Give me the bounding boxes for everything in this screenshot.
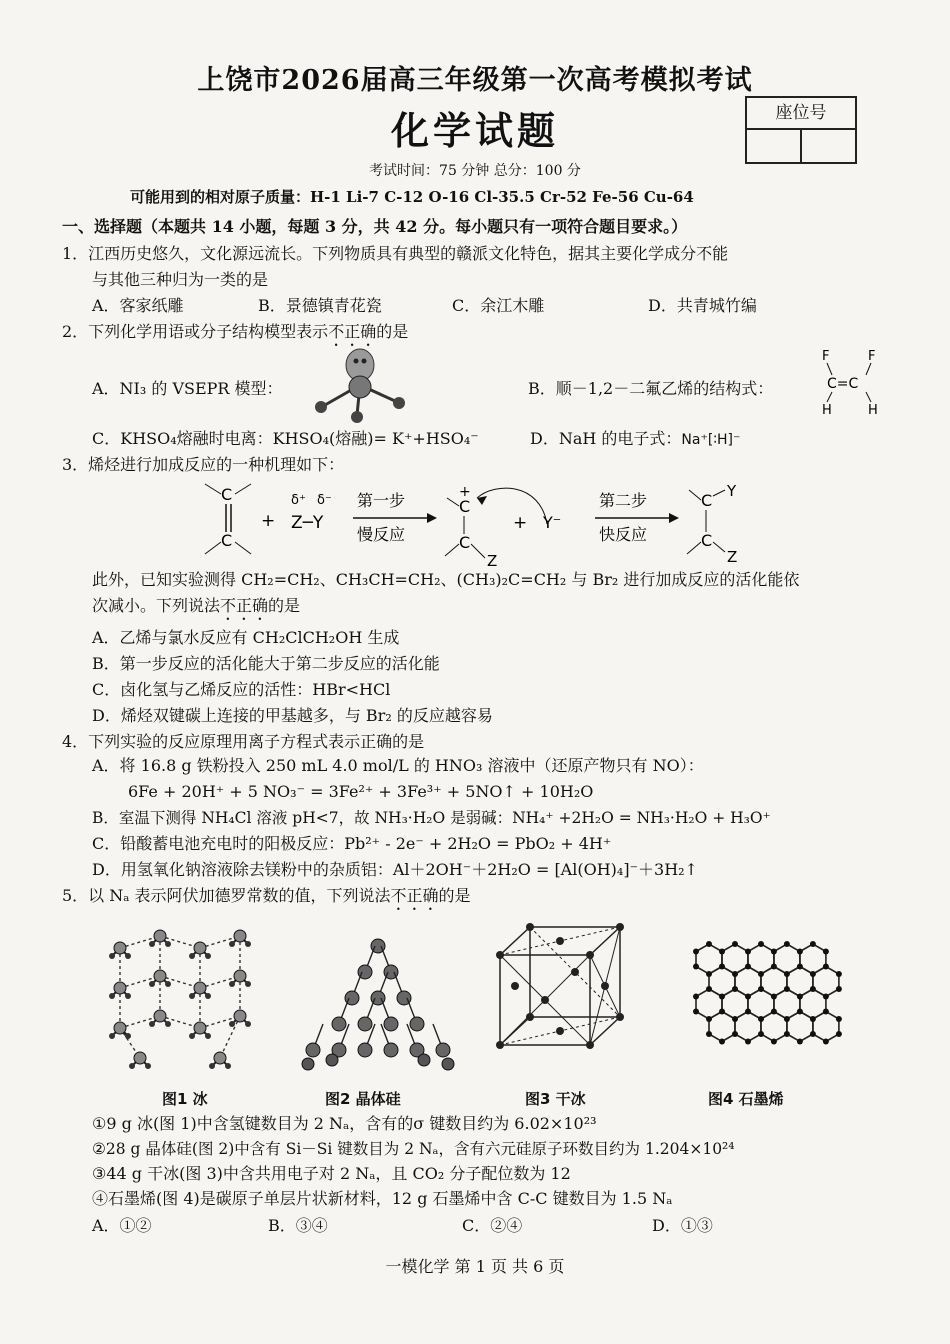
q3-extra-emph: 不正确 [220, 596, 269, 615]
oxygen-atom [194, 942, 206, 954]
q2-stem-emph: 不正确 [328, 322, 377, 341]
carbon-atom [771, 1009, 777, 1015]
hydrogen-atom [245, 981, 251, 987]
oxygen-atom [114, 1022, 126, 1034]
q2-stem [62, 320, 408, 350]
q2-option-a: A．NI₃ 的 VSEPR 模型： [92, 379, 283, 398]
q5-stem-post: 的是 [438, 886, 471, 905]
oxygen-atom [194, 982, 206, 994]
q4-option-c: C．铅酸蓄电池充电时的阳极反应：Pb²⁺ - 2e⁻ + 2H₂O = PbO₂ + 4H⁺ [92, 834, 612, 853]
carbon-atom [719, 964, 725, 970]
carbon-atom [758, 941, 764, 947]
carbon-atom [823, 994, 829, 1000]
hexagon-ring [735, 1012, 761, 1042]
carbon-atom [745, 994, 751, 1000]
q2-option-d-label: D．NaH 的电子式： [530, 429, 682, 448]
hydrogen-atom [125, 1033, 131, 1039]
si-atom [384, 1043, 398, 1057]
carbon-atom [693, 994, 699, 1000]
carbon-atom [745, 949, 751, 955]
hexagon-ring [709, 1012, 735, 1042]
q3-extra-line1: 此外，已知实验测得 CH₂=CH₂、CH₃CH=CH₂、(CH₃)₂C=CH₂ 与 Br₂ 进行加成反应的活化能依 [92, 570, 800, 589]
ni3-vsepr-model [305, 347, 415, 425]
ice-structure-figure [100, 918, 270, 1078]
hydrogen-atom [149, 1021, 155, 1027]
si-atom [418, 1054, 430, 1066]
oxygen-atom [114, 942, 126, 954]
q3-extra-line2 [92, 594, 300, 624]
oxygen-atom [154, 930, 166, 942]
carbon-atom [823, 1009, 829, 1015]
hydrogen-atom [229, 1021, 235, 1027]
q3-option-a: A．乙烯与氯水反应有 CH₂ClCH₂OH 生成 [92, 628, 400, 647]
si-atom [358, 1017, 372, 1031]
hydrogen-atom [229, 941, 235, 947]
carbon-atom [719, 949, 725, 955]
q5-statement-2: ②28 g 晶体硅(图 2)中含有 Si－Si 键数目为 2 Nₐ，含有六元硅原子环数目约为 1.204×10²⁴ [92, 1140, 735, 1158]
page-footer: 一模化学 第 1 页 共 6 页 [385, 1257, 565, 1276]
carbon-atom [758, 986, 764, 992]
anion-y: Y⁻ [543, 513, 562, 532]
q4-stem: 4．下列实验的反应原理用离子方程式表示正确的是 [62, 732, 425, 751]
carbon-atom [758, 1016, 764, 1022]
q5-option-d: D．①③ [652, 1216, 713, 1235]
cation-c2: C [459, 533, 471, 552]
q1-stem-line2: 与其他三种归为一类的是 [92, 270, 269, 289]
carbon-atom [784, 986, 790, 992]
fig4-caption: 图4 石墨烯 [708, 1090, 784, 1108]
carbon-atom [745, 1009, 751, 1015]
product-z: Z [727, 548, 738, 566]
step2-label: 第二步 [599, 491, 648, 510]
nah-electron-formula: Na⁺[∶H]⁻ [681, 432, 741, 448]
hydrogen-atom [165, 1021, 171, 1027]
carbon-atom [823, 964, 829, 970]
carbon-atom [823, 949, 829, 955]
q5-statement-1: ①9 g 冰(图 1)中含氢键数目为 2 Nₐ，含有的σ 键数目约为 6.02×10²³ [92, 1114, 597, 1133]
oxygen-atom [214, 1052, 226, 1064]
carbon-atom [771, 1039, 777, 1045]
carbon-atom [810, 986, 816, 992]
carbon-atom [745, 1039, 751, 1045]
carbon-atom [732, 941, 738, 947]
q3-extra-pre: 次减小。下列说法 [92, 596, 221, 615]
si-atom [442, 1058, 454, 1070]
seat-cell-1 [747, 130, 802, 162]
hydrogen-atom [109, 953, 115, 959]
hydrogen-atom [109, 1033, 115, 1039]
carbon-atom [836, 986, 842, 992]
hydrogen-atom [149, 941, 155, 947]
q5-stem-emph: 不正确 [390, 886, 439, 905]
hexagon-ring [813, 1012, 839, 1042]
exam-info: 考试时间：75 分钟 总分：100 分 [369, 163, 581, 179]
graphene-figure [682, 928, 854, 1078]
step1-label: 第一步 [357, 491, 406, 510]
carbon-atom [810, 941, 816, 947]
hydrogen-atom [189, 1033, 195, 1039]
carbon-atom [836, 1031, 842, 1037]
si-atom [358, 1043, 372, 1057]
carbon-atom [797, 964, 803, 970]
carbon-atom [784, 1031, 790, 1037]
carbon-atom [706, 986, 712, 992]
q4-option-d: D．用氢氧化钠溶液除去镁粉中的杂质铝：Al＋2OH⁻＋2H₂O = [Al(OH)₄]⁻＋3H₂↑ [92, 860, 698, 879]
carbon-atom [706, 971, 712, 977]
carbon-atom [771, 949, 777, 955]
hydrogen-atom [205, 1033, 211, 1039]
carbon-atom [771, 964, 777, 970]
oxygen-atom [134, 1052, 146, 1064]
carbon-atom [836, 1016, 842, 1022]
q1-option-c: C．余江木雕 [452, 296, 545, 315]
carbon-atom [706, 1016, 712, 1022]
delta-plus: δ⁺ [291, 493, 306, 508]
carbon-atom [732, 1016, 738, 1022]
q3-extra-post: 的是 [268, 596, 301, 615]
carbon-atom [719, 1009, 725, 1015]
reagent-zy: Z─Y [291, 513, 324, 533]
hydrogen-atom [149, 981, 155, 987]
carbon-atom [706, 941, 712, 947]
struct-cc: C=C [827, 376, 859, 392]
carbon-atom [797, 1039, 803, 1045]
q5-stem-pre: 5．以 Nₐ 表示阿伏加德罗常数的值，下列说法 [62, 886, 391, 905]
carbon-atom [758, 1031, 764, 1037]
carbon-atom [810, 1031, 816, 1037]
slow-label: 慢反应 [357, 525, 406, 544]
carbon-atom [693, 964, 699, 970]
carbon-atom [784, 941, 790, 947]
oxygen-atom [154, 1010, 166, 1022]
si-atom [384, 1017, 398, 1031]
cation-c1: C [459, 497, 471, 516]
si-atom [436, 1043, 450, 1057]
delta-minus: δ⁻ [317, 493, 332, 508]
q3-option-d: D．烯烃双键碳上连接的甲基越多，与 Br₂ 的反应越容易 [92, 706, 493, 725]
carbon-atom [797, 994, 803, 1000]
plus-1: + [261, 511, 276, 531]
q1-option-a: A．客家纸雕 [92, 296, 184, 315]
hydrogen-atom [189, 953, 195, 959]
hexagon-ring [761, 1012, 787, 1042]
q2-option-d [530, 427, 740, 452]
hydrogen-atom [189, 993, 195, 999]
atomic-masses: 可能用到的相对原子质量：H-1 Li-7 C-12 O-16 Cl-35.5 Cr-52 Fe-56 Cu-64 [130, 188, 694, 206]
cation-charge: + [459, 484, 471, 500]
fig1-caption: 图1 冰 [162, 1090, 208, 1108]
oxygen-atom [154, 970, 166, 982]
q1-stem-line1: 1．江西历史悠久，文化源远流长。下列物质具有典型的赣派文化特色，据其主要化学成分不能 [62, 244, 729, 263]
oxygen-atom [234, 1010, 246, 1022]
seat-number-box [745, 96, 857, 164]
hydrogen-atom [109, 993, 115, 999]
q5-option-a: A．①② [92, 1216, 152, 1235]
fig2-caption: 图2 晶体硅 [325, 1090, 401, 1108]
addition-mechanism-diagram [195, 478, 775, 570]
q5-option-b: B．③④ [268, 1216, 328, 1235]
carbon-atom [836, 971, 842, 977]
carbon-atom [706, 1031, 712, 1037]
hydrogen-atom [225, 1063, 231, 1069]
plus-2: + [513, 513, 528, 533]
carbon-atom [797, 949, 803, 955]
oxygen-atom [234, 970, 246, 982]
carbon-atom [797, 1009, 803, 1015]
q5-statement-4: ④石墨烯(图 4)是碳原子单层片状新材料，12 g 石墨烯中含 C-C 键数目为 1.5 Nₐ [92, 1189, 673, 1208]
q3-stem: 3．烯烃进行加成反应的一种机理如下： [62, 455, 345, 474]
seat-label: 座位号 [747, 98, 855, 130]
si-atom [326, 1054, 338, 1066]
q1-option-d: D．共青城竹编 [648, 296, 757, 315]
carbon-atom [771, 994, 777, 1000]
carbon-atom [784, 971, 790, 977]
cation-z: Z [487, 552, 498, 570]
hydrogen-atom [145, 1063, 151, 1069]
subject-title: 化学试题 [390, 108, 559, 153]
carbon-atom [784, 1016, 790, 1022]
q4-option-a-equation: 6Fe + 20H⁺ + 5 NO₃⁻ = 3Fe²⁺ + 3Fe³⁺ + 5NO↑ + 10H₂O [128, 782, 594, 801]
si-atom [332, 1017, 346, 1031]
difluoroethene-structure [812, 346, 882, 418]
oxygen-atom [114, 982, 126, 994]
fast-label: 快反应 [599, 525, 648, 544]
alkene-c2: C [221, 531, 233, 550]
product-c2: C [701, 531, 713, 550]
hydrogen-atom [165, 981, 171, 987]
fig3-caption: 图3 干冰 [525, 1090, 586, 1108]
hydrogen-atom [205, 993, 211, 999]
q1-option-b: B．景德镇青花瓷 [258, 296, 382, 315]
q2-option-b: B．顺－1,2－二氟乙烯的结构式： [528, 379, 774, 398]
hydrogen-atom [125, 953, 131, 959]
carbon-atom [719, 1039, 725, 1045]
q5-option-c: C．②④ [462, 1216, 523, 1235]
q5-stem [62, 884, 471, 914]
carbon-atom [810, 1016, 816, 1022]
hydrogen-atom [245, 941, 251, 947]
si-atom [410, 1017, 424, 1031]
struct-f2: F [868, 349, 876, 364]
struct-h1: H [822, 403, 832, 418]
product-y: Y [727, 482, 737, 500]
q4-option-a: A．将 16.8 g 铁粉投入 250 mL 4.0 mol/L 的 HNO₃ 溶液中（还原产物只有 NO）： [92, 756, 704, 775]
exam-title: 上饶市2026届高三年级第一次高考模拟考试 [197, 65, 753, 96]
hydrogen-atom [125, 993, 131, 999]
oxygen-atom [194, 1022, 206, 1034]
carbon-atom [693, 1009, 699, 1015]
oxygen-atom [234, 930, 246, 942]
q2-stem-pre: 2．下列化学用语或分子结构模型表示 [62, 322, 329, 341]
si-atom [302, 1058, 314, 1070]
carbon-atom [719, 994, 725, 1000]
hydrogen-atom [165, 941, 171, 947]
q3-option-c: C．卤化氢与乙烯反应的活性：HBr<HCl [92, 680, 391, 699]
hexagon-ring [787, 1012, 813, 1042]
dry-ice-cell-figure [480, 915, 630, 1080]
hydrogen-atom [245, 1021, 251, 1027]
q2-stem-post: 的是 [376, 322, 409, 341]
carbon-atom [693, 949, 699, 955]
hydrogen-atom [229, 981, 235, 987]
q5-statement-3: ③44 g 干冰(图 3)中含共用电子对 2 Nₐ，且 CO₂ 分子配位数为 12 [92, 1164, 571, 1183]
section-heading: 一、选择题（本题共 14 小题，每题 3 分，共 42 分。每小题只有一项符合题目要求。） [62, 217, 688, 236]
struct-f1: F [822, 349, 830, 364]
silicon-crystal-figure [288, 932, 468, 1078]
hydrogen-atom [205, 953, 211, 959]
carbon-atom [732, 971, 738, 977]
carbon-atom [732, 986, 738, 992]
si-atom [306, 1043, 320, 1057]
q2-option-c: C．KHSO₄熔融时电离：KHSO₄(熔融)= K⁺+HSO₄⁻ [92, 429, 479, 448]
carbon-atom [823, 1039, 829, 1045]
q3-option-b: B．第一步反应的活化能大于第二步反应的活化能 [92, 654, 440, 673]
seat-cell-2 [802, 130, 855, 162]
alkene-c1: C [221, 485, 233, 504]
carbon-atom [810, 971, 816, 977]
carbon-atom [745, 964, 751, 970]
carbon-atom [758, 971, 764, 977]
q4-option-b: B．室温下测得 NH₄Cl 溶液 pH<7，故 NH₃·H₂O 是弱碱：NH₄⁺ +2H₂O = NH₃·H₂O + H₃O⁺ [92, 809, 771, 827]
hydrogen-atom [209, 1063, 215, 1069]
carbon-atom [732, 1031, 738, 1037]
hydrogen-atom [129, 1063, 135, 1069]
struct-h2: H [868, 403, 878, 418]
product-c1: C [701, 491, 713, 510]
